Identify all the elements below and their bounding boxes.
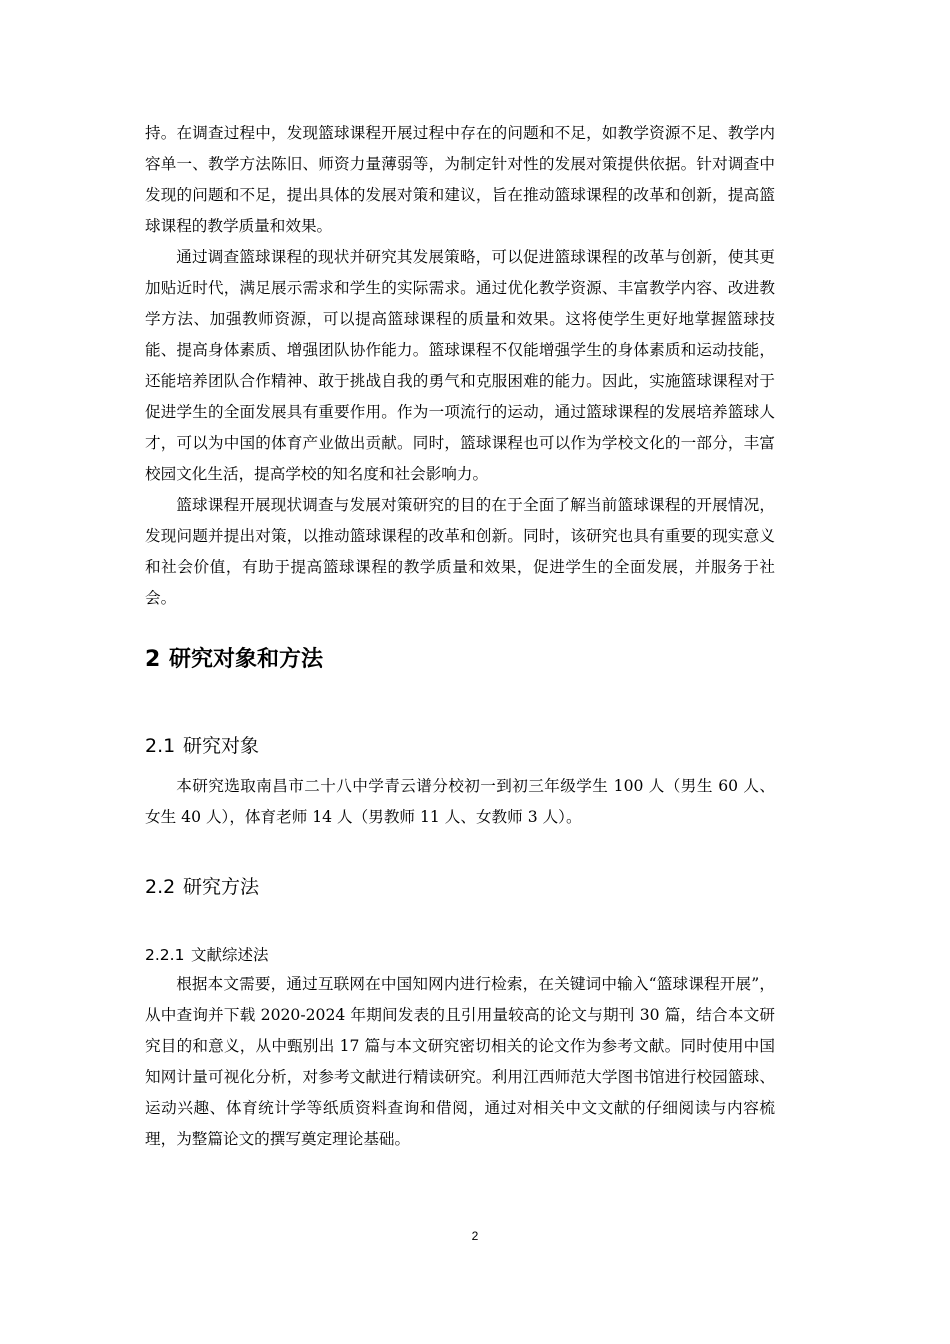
page-content — [145, 118, 775, 1155]
subsubsection-number: 2.2.1 — [145, 946, 185, 964]
subsection-heading-2-1 — [145, 732, 775, 760]
section-heading-2 — [145, 645, 775, 675]
subsection-number: 2.1 — [145, 735, 176, 757]
section-number: 2 — [145, 647, 161, 672]
subsection-number: 2.2 — [145, 876, 176, 898]
subsection-title: 研究对象 — [183, 735, 260, 757]
page-number: 2 — [471, 1229, 479, 1243]
section-title: 研究对象和方法 — [169, 647, 324, 672]
subsubsection-title: 文献综述法 — [191, 946, 269, 964]
body-paragraph-2: 通过调查篮球课程的现状并研究其发展策略，可以促进篮球课程的改革与创新，使其更加贴近时代，满足展示需求和学生的实际需求。通过优化教学资源、丰富教学内容、改进教学方法、加强教师资源，可以提高篮球课程的质量和效果。这将使学生更好地掌握篮球技能、提高身体素质、增强团队协作能力。篮球课程不仅能增强学生的身体素质和运动技能，还能培养团队合作精神、敢于挑战自我的勇气和克服困难的能力。因此，实施篮球课程对于促进学生的全面发展具有重要作用。作为一项流行的运动，通过篮球课程的发展培养篮球人才，可以为中国的体育产业做出贡献。同时，篮球课程也可以作为学校文化的一部分，丰富校园文化生活，提高学校的知名度和社会影响力。 — [145, 248, 775, 483]
subsection-2-1-paragraph: 本研究选取南昌市二十八中学青云谱分校初一到初三年级学生 100 人（男生 60 人、女生 40 人），体育老师 14 人（男教师 11 人、女教师 3 人）。 — [145, 777, 775, 826]
subsection-2-2-1-paragraph: 根据本文需要，通过互联网在中国知网内进行检索，在关键词中输入“篮球课程开展”，从中查询并下载 2020-2024 年期间发表的且引用量较高的论文与期刊 30 篇，结合本文研究目的和意义，从中甄别出 17 篇与本文研究密切相关的论文作为参考文献。同时使用中国知网计量可视化分析，对参考文献进行精读研究。利用江西师范大学图书馆进行校园篮球、运动兴趣、体育统计学等纸质资料查询和借阅，通过对相关中文文献的仔细阅读与内容梳理，为整篇论文的撰写奠定理论基础。 — [145, 975, 775, 1148]
body-paragraph-1: 持。在调查过程中，发现篮球课程开展过程中存在的问题和不足，如教学资源不足、教学内容单一、教学方法陈旧、师资力量薄弱等，为制定针对性的发展对策提供依据。针对调查中发现的问题和不足，提出具体的发展对策和建议，旨在推动篮球课程的改革和创新，提高篮球课程的教学质量和效果。 — [145, 124, 775, 235]
subsubsection-heading-2-2-1 — [145, 942, 775, 968]
body-paragraph-3: 篮球课程开展现状调查与发展对策研究的目的在于全面了解当前篮球课程的开展情况，发现问题并提出对策，以推动篮球课程的改革和创新。同时，该研究也具有重要的现实意义和社会价值，有助于提高篮球课程的教学质量和效果，促进学生的全面发展，并服务于社会。 — [145, 496, 775, 607]
subsection-heading-2-2 — [145, 873, 775, 901]
subsection-title: 研究方法 — [183, 876, 260, 898]
